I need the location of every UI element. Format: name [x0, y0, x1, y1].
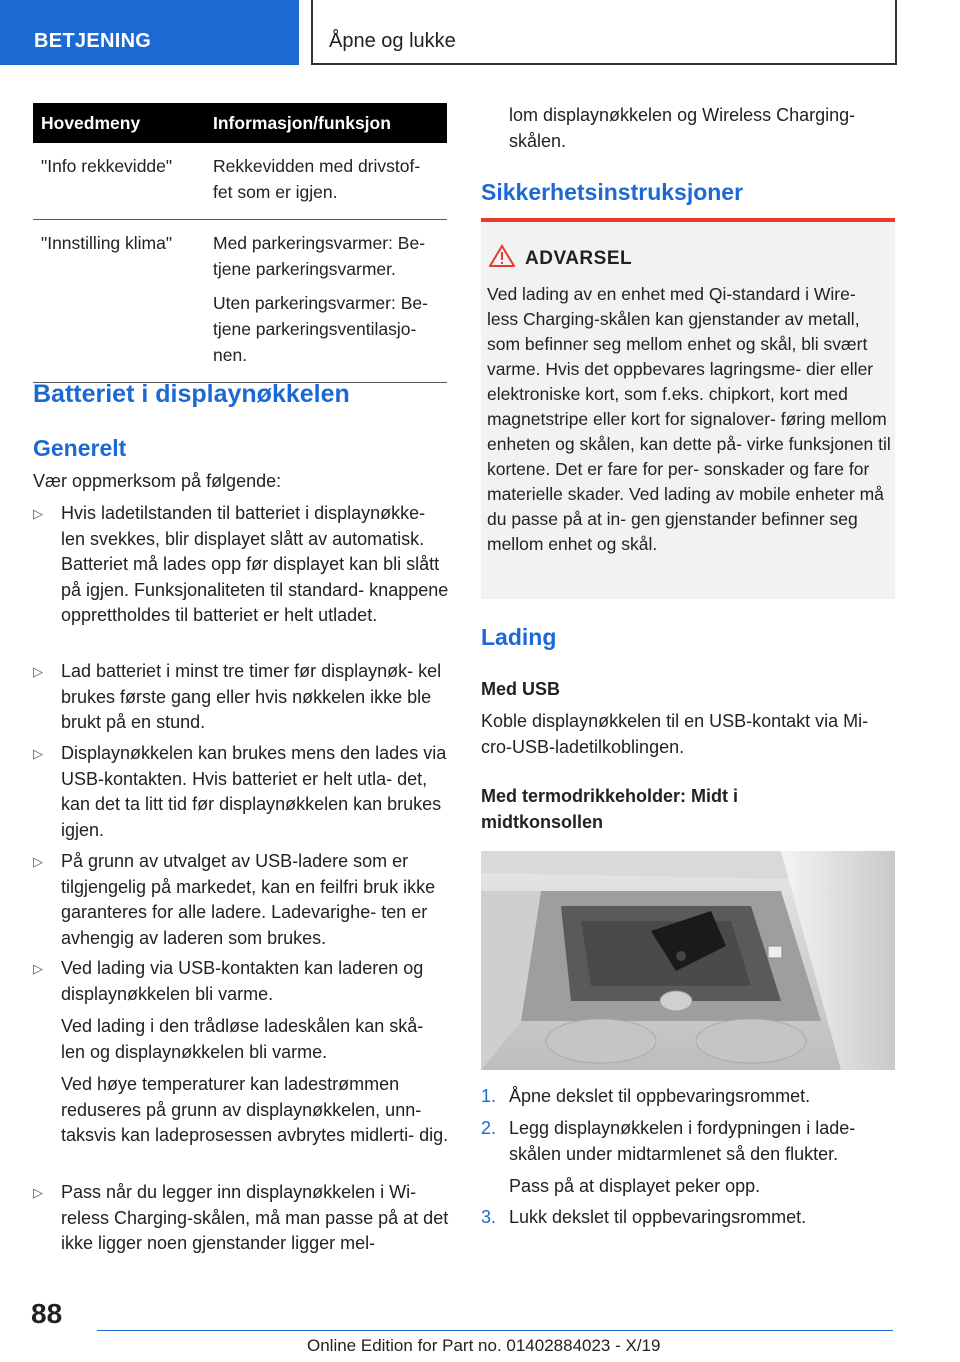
section-tab	[0, 0, 299, 65]
step-number: 3.	[481, 1207, 497, 1227]
cell-text: Rekkevidden med drivstof‐ fet som er igjen.	[213, 156, 421, 202]
step-text: Lukk dekslet til oppbevaringsrommet.	[509, 1207, 807, 1227]
step-text: Legg displaynøkkelen i fordypningen i lade‐ skålen under midtarmlenet så den flukter.	[509, 1118, 856, 1164]
step-number: 2.	[481, 1118, 497, 1138]
center-console-photo	[481, 851, 895, 1070]
table-row	[33, 220, 447, 383]
bullet-text: Ved lading i den trådløse ladeskålen kan skå‐ len og displaynøkkelen bli varme.	[61, 1016, 424, 1062]
bullet-text: Displaynøkkelen kan brukes mens den lades via USB-kontakten. Hvis batteriet er helt utla‐ det, kan det ta litt tid før displaynøkkelen kan brukes igjen.	[61, 743, 447, 840]
step-text: Pass på at displayet peker opp.	[509, 1176, 761, 1196]
generelt-heading: Generelt	[33, 435, 127, 461]
warning-title: ADVARSEL	[525, 248, 633, 269]
footer-divider	[97, 1330, 893, 1331]
warning-text: Ved lading av en enhet med Qi-standard i Wire‐ less Charging-skålen kan gjenstander av metall, som befinner seg mellom enhet og skål, bli svært varme. Hvis det oppbevares lagringsme‐ dier eller elektroniske kort, som f.eks. chipkort, kort med magnetstripe eller kort for signalover‐ føring mellom enheten og skålen, kan dette på‐ virke funksjonen til kortene. Det er fare for per‐ sonskader og fare for materielle skader. Ved lading av mobile enheter må du passe på at in‐ gen gjenstander befinner seg mellom enhet og skål.	[487, 284, 891, 554]
triangle-bullet-icon: ▷	[33, 961, 43, 976]
warning-triangle-icon	[489, 244, 515, 268]
bullet-text: Pass når du legger inn displaynøkkelen i Wi‐ reless Charging-skålen, må man passe på at det ikke ligger noen gjenstander ligger mel‐	[61, 1182, 449, 1253]
warning-box	[481, 218, 895, 599]
table-cell-menu: "Innstilling klima"	[33, 220, 205, 383]
page-number: 88	[31, 1298, 63, 1329]
triangle-bullet-icon: ▷	[33, 506, 43, 521]
triangle-bullet-icon: ▷	[33, 746, 43, 761]
usb-heading: Med USB	[481, 679, 561, 699]
triangle-bullet-icon: ▷	[33, 1185, 43, 1200]
section-title: BETJENING	[34, 30, 152, 52]
triangle-bullet-icon: ▷	[33, 854, 43, 869]
table-header-info: Informasjon/funksjon	[205, 103, 447, 143]
step-text: Åpne dekslet til oppbevaringsrommet.	[509, 1086, 811, 1106]
menu-table	[33, 103, 447, 383]
intro-text: Vær oppmerksom på følgende:	[33, 471, 282, 491]
safety-heading: Sikkerhetsinstruksjoner	[481, 179, 744, 205]
table-cell-menu: "Info rekkevidde"	[33, 143, 205, 220]
table-cell-info	[205, 143, 447, 220]
usb-text: Koble displaynøkkelen til en USB-kontakt via Mi‐ cro-USB-ladetilkoblingen.	[481, 711, 869, 757]
cell-text: Med parkeringsvarmer: Be‐ tjene parkeringsvarmer.	[213, 233, 426, 279]
cupholder-heading: Med termodrikkeholder: Midt i midtkonsollen	[481, 786, 739, 832]
table-cell-info	[205, 220, 447, 383]
bullet-text: Ved lading via USB-kontakten kan laderen og displaynøkkelen bli varme.	[61, 958, 424, 1004]
step-number: 1.	[481, 1086, 497, 1106]
table-header-menu: Hovedmeny	[33, 103, 205, 143]
bullet-text: Ved høye temperaturer kan ladestrømmen reduseres på grunn av displaynøkkelen, unn‐ taksvis kan ladeprosessen avbrytes midlerti‐ dig.	[61, 1074, 449, 1145]
chapter-tab	[311, 0, 897, 65]
bullet-text: På grunn av utvalget av USB-ladere som er tilgjengelig på markedet, kan en feilfri bruk ikke garanteres for alle ladere. Ladevarighe‐ ten er avhengig av laderen som brukes.	[61, 851, 436, 948]
footer-edition: Online Edition for Part no. 01402884023 - X/19	[307, 1336, 661, 1355]
bullet-text: Hvis ladetilstanden til batteriet i displaynøkke‐ len svekkes, blir displayet slått av automatisk. Batteriet må lades opp før displayet kan bli slått på igjen. Funksjonaliteten til standard‐ knappene opprettholdes til batteriet er helt utladet.	[61, 503, 449, 625]
bullet-text: Lad batteriet i minst tre timer før displaynøk‐ kel brukes første gang eller hvis nøkkelen ikke ble brukt på en stund.	[61, 661, 442, 732]
continuation-text: lom displaynøkkelen og Wireless Charging- skålen.	[509, 105, 856, 151]
cell-text: Uten parkeringsvarmer: Be‐ tjene parkeringsventilasjo‐ nen.	[213, 293, 428, 365]
table-row	[33, 143, 447, 220]
lading-heading: Lading	[481, 624, 557, 650]
triangle-bullet-icon: ▷	[33, 664, 43, 679]
battery-heading: Batteriet i displaynøkkelen	[33, 380, 350, 408]
chapter-title: Åpne og lukke	[329, 30, 456, 52]
